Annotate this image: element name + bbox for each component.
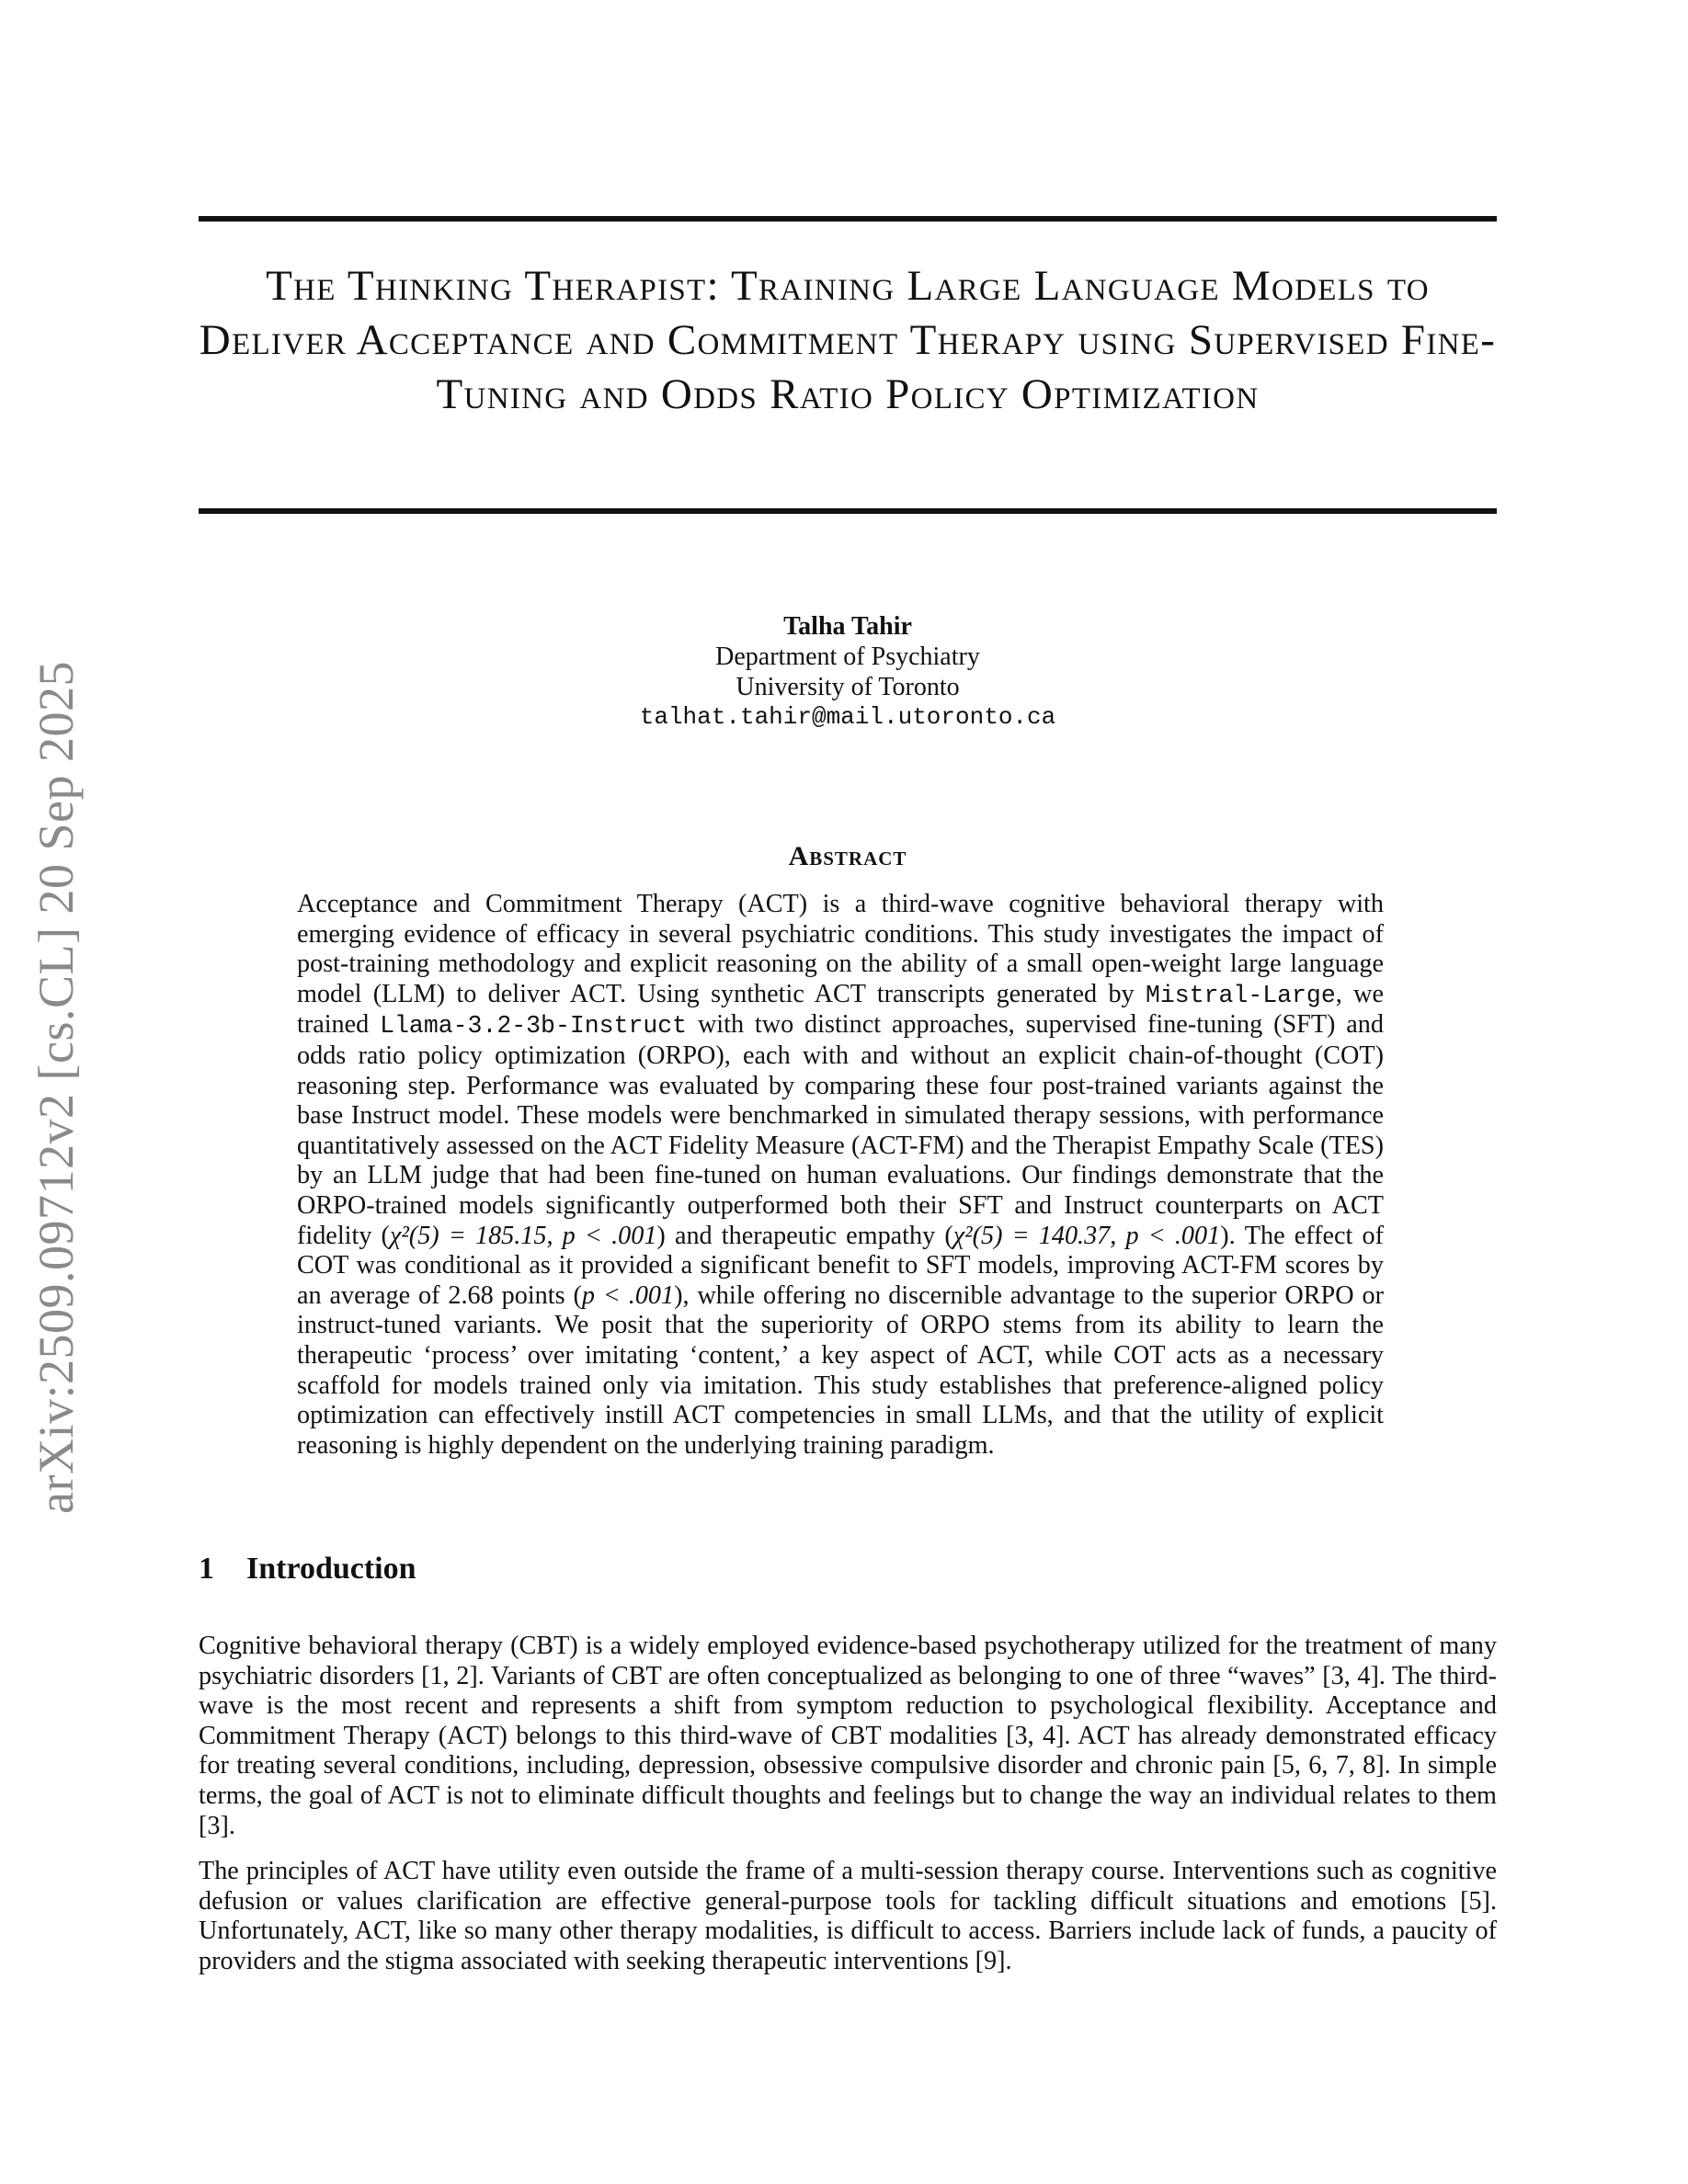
- author-email[interactable]: talhat.tahir@mail.utoronto.ca: [639, 703, 1056, 731]
- abstract-text-6: ), while offering no discernible advantage to the superior ORPO or instruct-tuned variants. We posit that the superiority of ORPO stems from its ability to learn the therapeutic ‘process’ over imitating ‘content,’ a key aspect of ACT, while COT acts as a necessary scaffold for models trained only via imitation. This study establishes that preference-aligned policy optimization can effectively instill ACT competencies in small LLMs, and that the utility of explicit reasoning is highly dependent on the underlying training paradigm.: [297, 1280, 1384, 1460]
- title-top-rule: [199, 216, 1497, 222]
- abstract-text-4: ) and therapeutic empathy (: [656, 1221, 953, 1250]
- abstract-heading: Abstract: [788, 841, 907, 871]
- abstract-text-3: with two distinct approaches, supervised fine-tuning (SFT) and odds ratio policy optimization (ORPO), each with and without an explicit chain-of-thought (COT) reasoning step. Performance was evaluated by comparing these four post-trained variants against the base Instruct model. These models were benchmarked in simulated therapy sessions, with performance quantitatively assessed on the ACT Fidelity Measure (ACT-FM) and the Therapist Empathy Scale (TES) by an LLM judge that had been fine-tuned on human evaluations. Our findings demonstrate that the ORPO-trained models significantly outperformed both their SFT and Instruct counterparts on ACT fidelity (: [297, 1010, 1384, 1250]
- abstract-text-1: Acceptance and Commitment Therapy (ACT) is a third-wave cognitive behavioral therapy with emerging evidence of efficacy in several psychiatric conditions. This study investigates the impact of post-training methodology and explicit reasoning on the ability of a small open-weight large language model (LLM) to deliver ACT. Using synthetic ACT transcripts generated by: [297, 890, 1384, 1008]
- section-title: Introduction: [246, 1552, 416, 1586]
- abstract-body: [297, 890, 1384, 1461]
- stat-cot: p < .001: [581, 1280, 675, 1310]
- author-department: Department of Psychiatry: [715, 643, 980, 671]
- paper-title: The Thinking Therapist: Training Large Language Models to Deliver Acceptance and Commitment Therapy using Supervised Fine-Tuning and Odds Ratio Policy Optimization: [199, 262, 1497, 418]
- intro-paragraph-1: Cognitive behavioral therapy (CBT) is a widely employed evidence-based psychotherapy utilized for the treatment of many psychiatric disorders [1, 2]. Variants of CBT are often conceptualized as belonging to one of three “waves” [3, 4]. The third-wave is the most recent and represents a shift from symptom reduction to psychological flexibility. Acceptance and Commitment Therapy (ACT) belongs to this third-wave of CBT modalities [3, 4]. ACT has already demonstrated efficacy for treating several conditions, including, depression, obsessive compulsive disorder and chronic pain [5, 6, 7, 8]. In simple terms, the goal of ACT is not to eliminate difficult thoughts and feelings but to change the way an individual relates to them [3].: [199, 1632, 1497, 1840]
- section-heading-introduction: [199, 1552, 1118, 1587]
- title-bottom-rule: [199, 508, 1497, 514]
- model-name-llama: Llama-3.2-3b-Instruct: [380, 1012, 688, 1041]
- abstract-text-2: , we trained: [297, 979, 1384, 1040]
- author-name: Talha Tahir: [783, 612, 912, 641]
- author-institution: University of Toronto: [736, 673, 960, 701]
- stat-empathy: χ²(5) = 140.37, p < .001: [952, 1221, 1221, 1250]
- abstract-text-5: ). The effect of COT was conditional as it provided a significant benefit to SFT models, improving ACT-FM scores by an average of 2.68 points (: [297, 1221, 1384, 1310]
- stat-act-fidelity: χ²(5) = 185.15, p < .001: [389, 1221, 657, 1250]
- intro-paragraph-2: The principles of ACT have utility even outside the frame of a multi-session therapy course. Interventions such as cognitive defusion or values clarification are effective general-purpose tools for tackling difficult situations and emotions [5]. Unfortunately, ACT, like so many other therapy modalities, is difficult to access. Barriers include lack of funds, a paucity of providers and the stigma associated with seeking therapeutic interventions [9].: [199, 1857, 1497, 1975]
- author-block: [199, 611, 1497, 733]
- arxiv-identifier[interactable]: arXiv:2509.09712v2 [cs.CL] 20 Sep 2025: [29, 661, 84, 1514]
- model-name-mistral: Mistral-Large: [1146, 981, 1336, 1009]
- section-number: 1: [199, 1552, 214, 1586]
